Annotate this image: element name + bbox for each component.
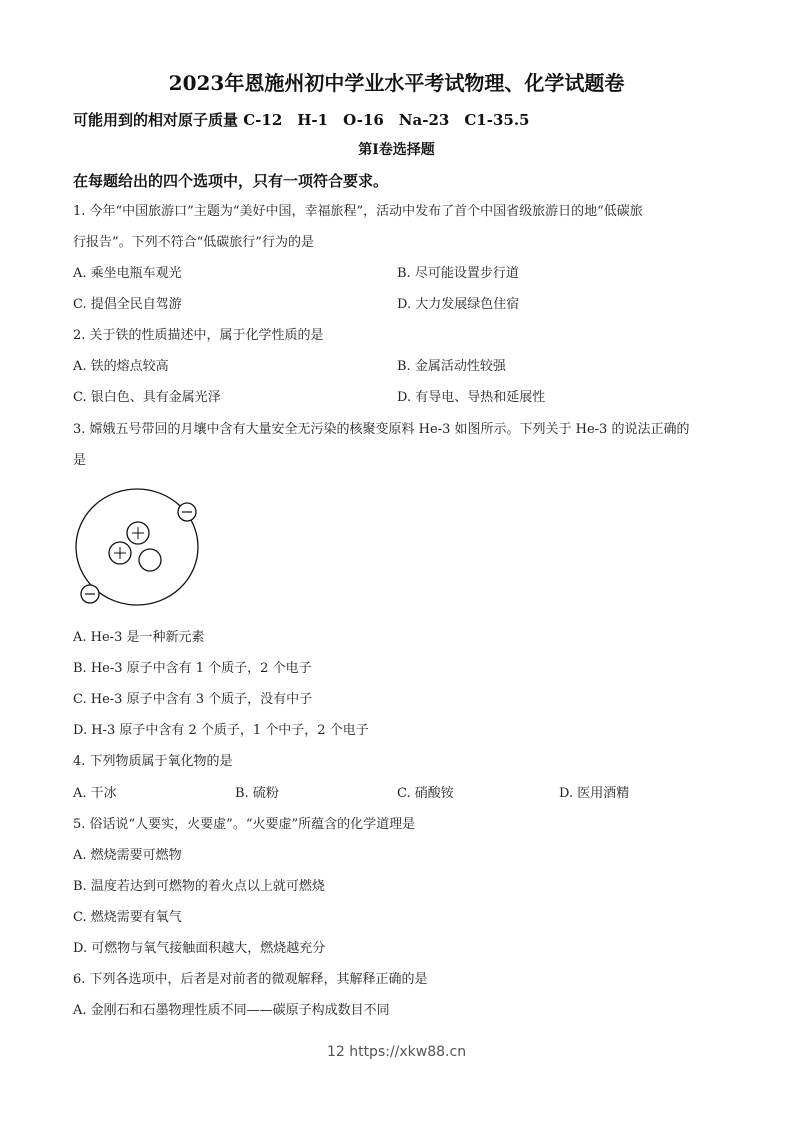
section-heading: 第I卷选择题	[358, 142, 435, 158]
electron-icon	[81, 585, 99, 603]
atomic-masses: 可能用到的相对原子质量 C-12 H-1 O-16 Na-23 C1-35.5	[73, 111, 530, 129]
q5-option-b: B. 温度若达到可燃物的着火点以上就可燃烧	[73, 879, 325, 894]
q2-option-d: D. 有导电、导热和延展性	[397, 390, 546, 405]
question-3-stem: 是	[73, 453, 87, 468]
question-2-stem: 2. 关于铁的性质描述中，属于化学性质的是	[73, 328, 324, 343]
question-4-stem: 4. 下列物质属于氧化物的是	[73, 754, 233, 769]
q1-option-a: A. 乘坐电瓶车观光	[73, 266, 182, 281]
q5-option-c: C. 燃烧需要有氧气	[73, 910, 182, 925]
q2-option-c: C. 银白色、具有金属光泽	[73, 390, 221, 405]
q3-option-b: B. He-3 原子中含有 1 个质子，2 个电子	[73, 661, 312, 676]
q2-option-b: B. 金属活动性较强	[397, 359, 506, 374]
page-title: 2023年恩施州初中学业水平考试物理、化学试题卷	[168, 71, 625, 95]
question-6-stem: 6. 下列各选项中，后者是对前者的微观解释，其解释正确的是	[73, 972, 428, 987]
neutron-icon	[139, 549, 161, 571]
instruction: 在每题给出的四个选项中，只有一项符合要求。	[73, 172, 389, 190]
q1-option-c: C. 提倡全民自驾游	[73, 297, 182, 312]
q4-option-b: B. 硫粉	[235, 786, 279, 801]
q3-option-a: A. He-3 是一种新元素	[73, 630, 205, 645]
q5-option-d: D. 可燃物与氧气接触面积越大，燃烧越充分	[73, 941, 326, 956]
electron-icon	[178, 503, 196, 521]
q3-option-d: D. H-3 原子中含有 2 个质子，1 个中子，2 个电子	[73, 723, 369, 738]
q5-option-a: A. 燃烧需要可燃物	[73, 848, 182, 863]
proton-icon	[109, 542, 131, 564]
page-footer[interactable]: 12 https://xkw88.cn	[326, 1044, 467, 1060]
q1-option-b: B. 尽可能设置步行道	[397, 266, 519, 281]
q1-option-d: D. 大力发展绿色住宿	[397, 297, 520, 312]
question-1-stem: 1. 今年“中国旅游口”主题为“美好中国，幸福旅程”，活动中发布了首个中国省级旅游日的地“低碳旅	[73, 204, 643, 219]
q2-option-a: A. 铁的熔点较高	[73, 359, 169, 374]
q4-option-a: A. 干冰	[73, 786, 117, 801]
q4-option-c: C. 硝酸铵	[397, 786, 454, 801]
q4-option-d: D. 医用酒精	[559, 786, 630, 801]
question-3-stem: 3. 嫦娥五号带回的月壤中含有大量安全无污染的核聚变原料 He-3 如图所示。下列关于 He-3 的说法正确的	[73, 422, 690, 437]
question-1-stem: 行报告”。下列不符合“低碳旅行”行为的是	[73, 235, 314, 250]
q6-option-a: A. 金刚石和石墨物理性质不同——碳原子构成数目不同	[73, 1003, 390, 1018]
q3-option-c: C. He-3 原子中含有 3 个质子，没有中子	[73, 692, 313, 707]
helium-3-atom-diagram	[70, 485, 210, 610]
proton-icon	[127, 522, 149, 544]
question-5-stem: 5. 俗话说“人要实，火要虚”。“火要虚”所蕴含的化学道理是	[73, 817, 416, 832]
